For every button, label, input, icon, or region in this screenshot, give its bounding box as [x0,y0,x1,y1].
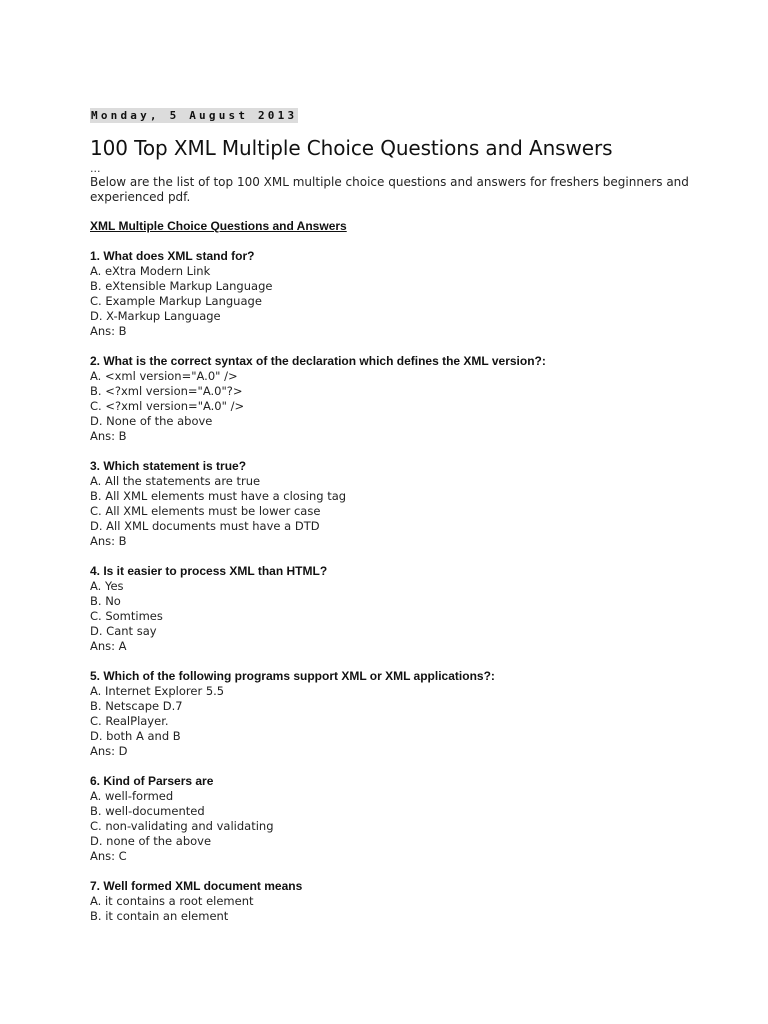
answer-option: D. both A and B [90,729,181,743]
question-block [90,249,689,339]
post-date: Monday, 5 August 2013 [91,109,298,122]
question-list [90,249,689,924]
question-text: 3. Which statement is true? [90,459,247,473]
answer-option: A. All the statements are true [90,474,261,488]
answer-option: D. None of the above [90,414,213,428]
answer-option: A. well-formed [90,789,174,803]
answer-option: B. it contain an element [90,909,229,923]
question-block [90,774,689,864]
question-text: 2. What is the correct syntax of the declaration which defines the XML version?: [90,354,546,368]
answer-option: C. non-validating and validating [90,819,274,833]
answer-option: B. Netscape D.7 [90,699,183,713]
answer-option: D. All XML documents must have a DTD [90,519,320,533]
answer-key: Ans: B [90,429,127,443]
answer-option: C. All XML elements must be lower case [90,504,321,518]
answer-option: D. Cant say [90,624,157,638]
question-text: 5. Which of the following programs support XML or XML applications?: [90,669,495,683]
answer-option: B. No [90,594,121,608]
answer-option: A. eXtra Modern Link [90,264,211,278]
answer-option: C. <?xml version="A.0" /> [90,399,245,413]
answer-option: A. Yes [90,579,124,593]
answer-key: Ans: B [90,534,127,548]
ellipsis-text: ... [90,162,101,175]
answer-key: Ans: C [90,849,127,863]
question-block [90,354,689,444]
answer-option: D. X-Markup Language [90,309,221,323]
question-text: 7. Well formed XML document means [90,879,303,893]
answer-option: B. <?xml version="A.0"?> [90,384,243,398]
answer-option: C. Example Markup Language [90,294,262,308]
question-text: 4. Is it easier to process XML than HTML? [90,564,328,578]
answer-option: B. eXtensible Markup Language [90,279,273,293]
question-block [90,564,689,654]
answer-option: C. RealPlayer. [90,714,169,728]
answer-key: Ans: D [90,744,128,758]
answer-option: A. Internet Explorer 5.5 [90,684,225,698]
question-block [90,669,689,759]
question-block [90,459,689,549]
answer-option: A. it contains a root element [90,894,254,908]
document-page [89,104,689,939]
answer-option: B. All XML elements must have a closing tag [90,489,347,503]
answer-key: Ans: A [90,639,127,653]
question-text: 1. What does XML stand for? [90,249,255,263]
answer-option: D. none of the above [90,834,212,848]
intro-paragraph: Below are the list of top 100 XML multiple choice questions and answers for freshers beginners and experienced pdf. [90,175,689,204]
question-block [90,879,689,924]
answer-key: Ans: B [90,324,127,338]
question-text: 6. Kind of Parsers are [90,774,214,788]
answer-option: B. well-documented [90,804,205,818]
answer-option: C. Somtimes [90,609,163,623]
section-heading: XML Multiple Choice Questions and Answers [90,219,347,233]
answer-option: A. <xml version="A.0" /> [90,369,238,383]
page-title: 100 Top XML Multiple Choice Questions and Answers [90,136,613,160]
